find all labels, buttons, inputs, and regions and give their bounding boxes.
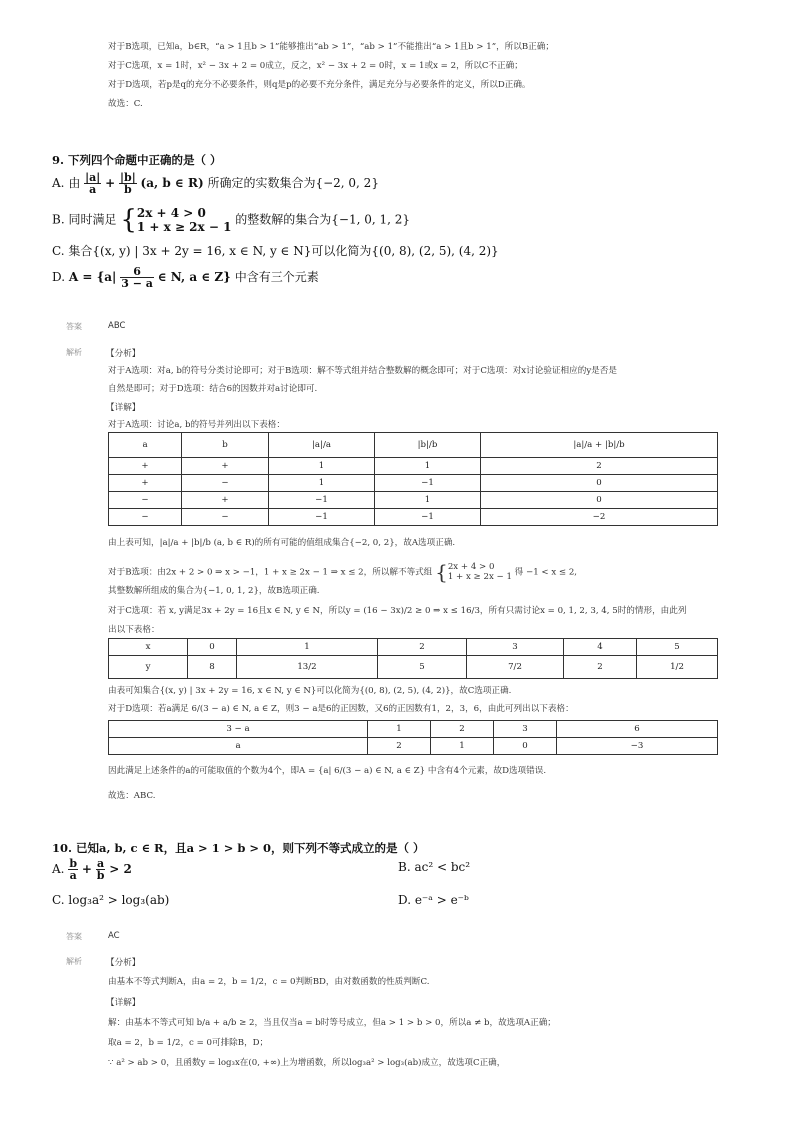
q9-option-d — [52, 266, 319, 289]
q9-option-c: C. 集合{(x, y) | 3x + 2y = 16, x ∈ N, y ∈ N}可以化简为{(0, 8), (2, 5), (4, 2)} — [52, 244, 499, 258]
q10-option-a-frac2: $\frac{a}{b}$ — [96, 857, 105, 882]
table-cell: −1 — [375, 475, 481, 492]
table-cell: −1 — [269, 492, 375, 509]
table-cell: −1 — [375, 509, 481, 526]
q9-answer-label: 答案 — [66, 322, 82, 331]
table-cell: + — [182, 492, 269, 509]
table-cell: 1 — [375, 492, 481, 509]
table-cell: − — [182, 509, 269, 526]
table-cell: 3 — [494, 721, 557, 738]
q9-b-line1-eq2: 1 + x ≥ 2x − 1 — [447, 572, 512, 582]
table-cell: y — [109, 656, 188, 679]
q9-xiangjie: 【详解】 — [106, 403, 141, 413]
table-row — [109, 458, 718, 475]
q10-stem: 10. 已知a, b, c ∈ R，且a > 1 > b > 0，则下列不等式成立的是（ ） — [52, 841, 425, 855]
q9-c-line2: 出以下表格： — [108, 625, 160, 635]
q10-line2: 取a = 2，b = 1/2，c = 0可排除B，D； — [108, 1038, 269, 1048]
table-cell: 8 — [188, 656, 237, 679]
table-cell: 7/2 — [467, 656, 564, 679]
q9-table-divisors — [108, 720, 718, 755]
q9-b-line1: 对于B选项：由2x + 2 > 0 ⇒ x > −1，1 + x ≥ 2x − 1 ⇒ x ≤ 2，所以解不等式组 { 2x + 4 > 0 1 + x ≥ 2x − 1 得 −1 < x ≤ 2, — [108, 560, 578, 584]
q9-b-line1-text: 对于B选项：由2x + 2 > 0 ⇒ x > −1，1 + x ≥ 2x − 1 ⇒ x ≤ 2，所以解不等式组 — [108, 567, 433, 578]
table-header-row — [109, 433, 718, 458]
q10-option-a-post: > 2 — [109, 862, 132, 876]
table-cell: 5 — [378, 656, 467, 679]
table-cell: 1 — [269, 458, 375, 475]
q9-option-b-eq1: 2x + 4 > 0 — [136, 205, 206, 220]
q8-conclusion: 故选：C. — [108, 99, 143, 109]
table-cell: 1 — [269, 475, 375, 492]
table-cell: a — [109, 738, 368, 755]
q10-answer-label: 答案 — [66, 932, 82, 941]
q9-option-d-label: D. — [52, 270, 66, 284]
q9-fenxi-text1: 对于A选项：对a, b的符号分类讨论即可；对于B选项：解不等式组并结合整数解的概念即可；对于C选项：对x讨论验证相应的y是否是 — [108, 366, 617, 376]
q9-b-line1-eq1: 2x + 4 > 0 — [447, 561, 495, 572]
table-cell: 3 − a — [109, 721, 368, 738]
table-cell: b — [182, 433, 269, 458]
q8-c-note: 对于C选项，x = 1时，x² − 3x + 2 = 0成立，反之，x² − 3x + 2 = 0时，x = 1或x = 2，所以C不正确； — [108, 61, 523, 71]
q9-option-b-pre: 同时满足 — [68, 212, 117, 227]
table-cell: 3 — [467, 639, 564, 656]
q10-option-b: B. ac² < bc² — [398, 860, 471, 874]
table-cell: 2 — [564, 656, 637, 679]
table-cell: 2 — [431, 721, 494, 738]
q9-b-line1-post: 得 −1 < x ≤ 2, — [514, 567, 578, 578]
q10-analysis-label: 解析 — [66, 957, 82, 966]
table-cell: a — [109, 433, 182, 458]
table-cell: 1 — [431, 738, 494, 755]
table-cell: 4 — [564, 639, 637, 656]
q9-d-conclusion-set: {a| 6/(3 − a) ∈ N, a ∈ Z} — [317, 766, 426, 776]
q9-option-a-label: A. — [52, 176, 65, 190]
table-cell: 0 — [494, 738, 557, 755]
table-cell: 1 — [368, 721, 431, 738]
q9-d-conclusion-pre: 因此满足上述条件的a的可能取值的个数为4个，即A = — [108, 766, 316, 776]
q9-option-d-frac: $\frac{6}{3 - a}$ — [121, 265, 153, 290]
table-row — [109, 738, 718, 755]
table-cell: |a|/a + |b|/b — [481, 433, 718, 458]
q9-fenxi: 【分析】 — [106, 349, 141, 359]
q9-option-d-pre: A = {a| — [68, 270, 117, 284]
table-cell: x — [109, 639, 188, 656]
table-row — [109, 509, 718, 526]
q9-fenxi-text2: 自然是即可；对于D选项：结合6的因数并对a讨论即可. — [108, 384, 318, 394]
q10-option-d: D. e⁻ᵃ > e⁻ᵇ — [398, 893, 469, 907]
q9-b-line2: 其整数解所组成的集合为{−1, 0, 1, 2}，故B选项正确. — [108, 586, 320, 596]
table-cell: 2 — [368, 738, 431, 755]
table-cell: |b|/b — [375, 433, 481, 458]
q9-option-b-post: 的整数解的集合为{−1, 0, 1, 2} — [235, 212, 411, 227]
table-cell: 13/2 — [237, 656, 378, 679]
q9-stem: 9. 下列四个命题中正确的是（ ） — [52, 153, 222, 167]
q9-option-b-eq2: 1 + x ≥ 2x − 1 — [136, 220, 232, 234]
table-cell: −1 — [269, 509, 375, 526]
q9-d-conclusion — [108, 764, 546, 776]
table-row — [109, 721, 718, 738]
table-cell: + — [109, 458, 182, 475]
q9-option-a-frac1: $\frac{|a|}{a}$ — [85, 171, 101, 196]
table-cell: 1/2 — [637, 656, 718, 679]
table-cell: 1 — [237, 639, 378, 656]
table-cell: 1 — [375, 458, 481, 475]
q10-option-c: C. log₃a² > log₃(ab) — [52, 893, 170, 907]
q9-conclusion: 故选：ABC. — [108, 791, 156, 801]
table-cell: −2 — [481, 509, 718, 526]
q9-d-conclusion-post: 中含有4个元素，故D选项错误. — [427, 766, 547, 776]
q9-option-b-label: B. — [52, 212, 65, 227]
table-cell: 0 — [481, 492, 718, 509]
table-cell: + — [109, 475, 182, 492]
table-cell: − — [109, 509, 182, 526]
q9-option-d-mid: ∈ N, a ∈ Z} — [157, 270, 231, 284]
q10-fenxi: 【分析】 — [106, 958, 141, 968]
q9-answer: ABC — [108, 321, 126, 331]
q9-c-conclusion: 由表可知集合{(x, y) | 3x + 2y = 16, x ∈ N, y ∈ N}可以化简为{(0, 8), (2, 5), (4, 2)}，故C选项正确. — [108, 686, 512, 696]
q9-d-line1: 对于D选项：若a满足 6/(3 − a) ∈ N, a ∈ Z，则3 − a是6的正因数，又6的正因数有1，2，3，6，由此可列出以下表格： — [108, 704, 574, 714]
table-cell: |a|/a — [269, 433, 375, 458]
q9-option-a: A. 由 $\frac{|a|}{a}$ + $\frac{|b|}{b}$ (a, b ∈ R) 所确定的实数集合为{−2, 0, 2} — [52, 171, 379, 196]
table-cell: −3 — [557, 738, 718, 755]
q10-option-a: A. $\frac{b}{a}$ + $\frac{a}{b}$ > 2 — [52, 857, 132, 882]
q9-option-a-frac2: $\frac{|b|}{b}$ — [120, 171, 136, 196]
q9-a-intro: 对于A选项：讨论a, b的符号并列出以下表格： — [108, 420, 285, 430]
table-row — [109, 492, 718, 509]
table-row — [109, 639, 718, 656]
table-cell: − — [182, 475, 269, 492]
q10-xiangjie: 【详解】 — [106, 998, 141, 1008]
q10-option-a-label: A. — [52, 862, 65, 876]
table-row — [109, 656, 718, 679]
table-cell: − — [109, 492, 182, 509]
table-cell: 2 — [378, 639, 467, 656]
q10-line3: ∵ a² > ab > 0，且函数y = log₃x在(0, +∞)上为增函数，所以log₃a² > log₃(ab)成立，故选项C正确， — [108, 1058, 506, 1068]
q9-option-d-post: 中含有三个元素 — [234, 270, 319, 284]
table-cell: 0 — [481, 475, 718, 492]
table-cell: + — [182, 458, 269, 475]
q8-d-note: 对于D选项，若p是q的充分不必要条件，则q是p的必要不充分条件，满足充分与必要条件的定义，所以D正确。 — [108, 80, 531, 90]
q9-c-line1: 对于C选项：若 x, y满足3x + 2y = 16且x ∈ N, y ∈ N，所以y = (16 − 3x)/2 ≥ 0 ⇒ x ≤ 16/3，所有只需讨论x = 0, 1, 2, 3, 4, 5时的情形，由此列 — [108, 606, 687, 616]
q8-b-note: 对于B选项，已知a，b∈R，“a > 1且b > 1”能够推出“ab > 1”，“ab > 1”不能推出“a > 1且b > 1”，所以B正确； — [108, 42, 554, 52]
q9-table-signs — [108, 432, 718, 526]
table-cell: 2 — [481, 458, 718, 475]
table-cell: 5 — [637, 639, 718, 656]
q10-answer: AC — [108, 931, 120, 941]
table-cell: 0 — [188, 639, 237, 656]
q9-analysis-label: 解析 — [66, 348, 82, 357]
q9-a-conclusion: 由上表可知，|a|/a + |b|/b (a, b ∈ R)的所有可能的值组成集合{−2, 0, 2}，故A选项正确. — [108, 538, 456, 548]
q9-table-xy — [108, 638, 718, 679]
q9-option-a-post: 所确定的实数集合为{−2, 0, 2} — [207, 176, 379, 190]
q9-option-b: B. 同时满足 { 2x + 4 > 0 1 + x ≥ 2x − 1 的整数解的集合为{−1, 0, 1, 2} — [52, 205, 411, 235]
q10-option-a-frac1: $\frac{b}{a}$ — [69, 857, 78, 882]
q9-option-a-expr: (a, b ∈ R) — [140, 176, 204, 190]
q9-option-a-pre: 由 — [68, 176, 81, 190]
table-row — [109, 475, 718, 492]
q10-fenxi-text: 由基本不等式判断A，由a = 2，b = 1/2，c = 0判断BD，由对数函数的性质判断C. — [108, 977, 430, 987]
table-cell: 6 — [557, 721, 718, 738]
q10-line1: 解：由基本不等式可知 b/a + a/b ≥ 2，当且仅当a = b时等号成立，但a > 1 > b > 0，所以a ≠ b，故选项A正确； — [108, 1018, 556, 1028]
